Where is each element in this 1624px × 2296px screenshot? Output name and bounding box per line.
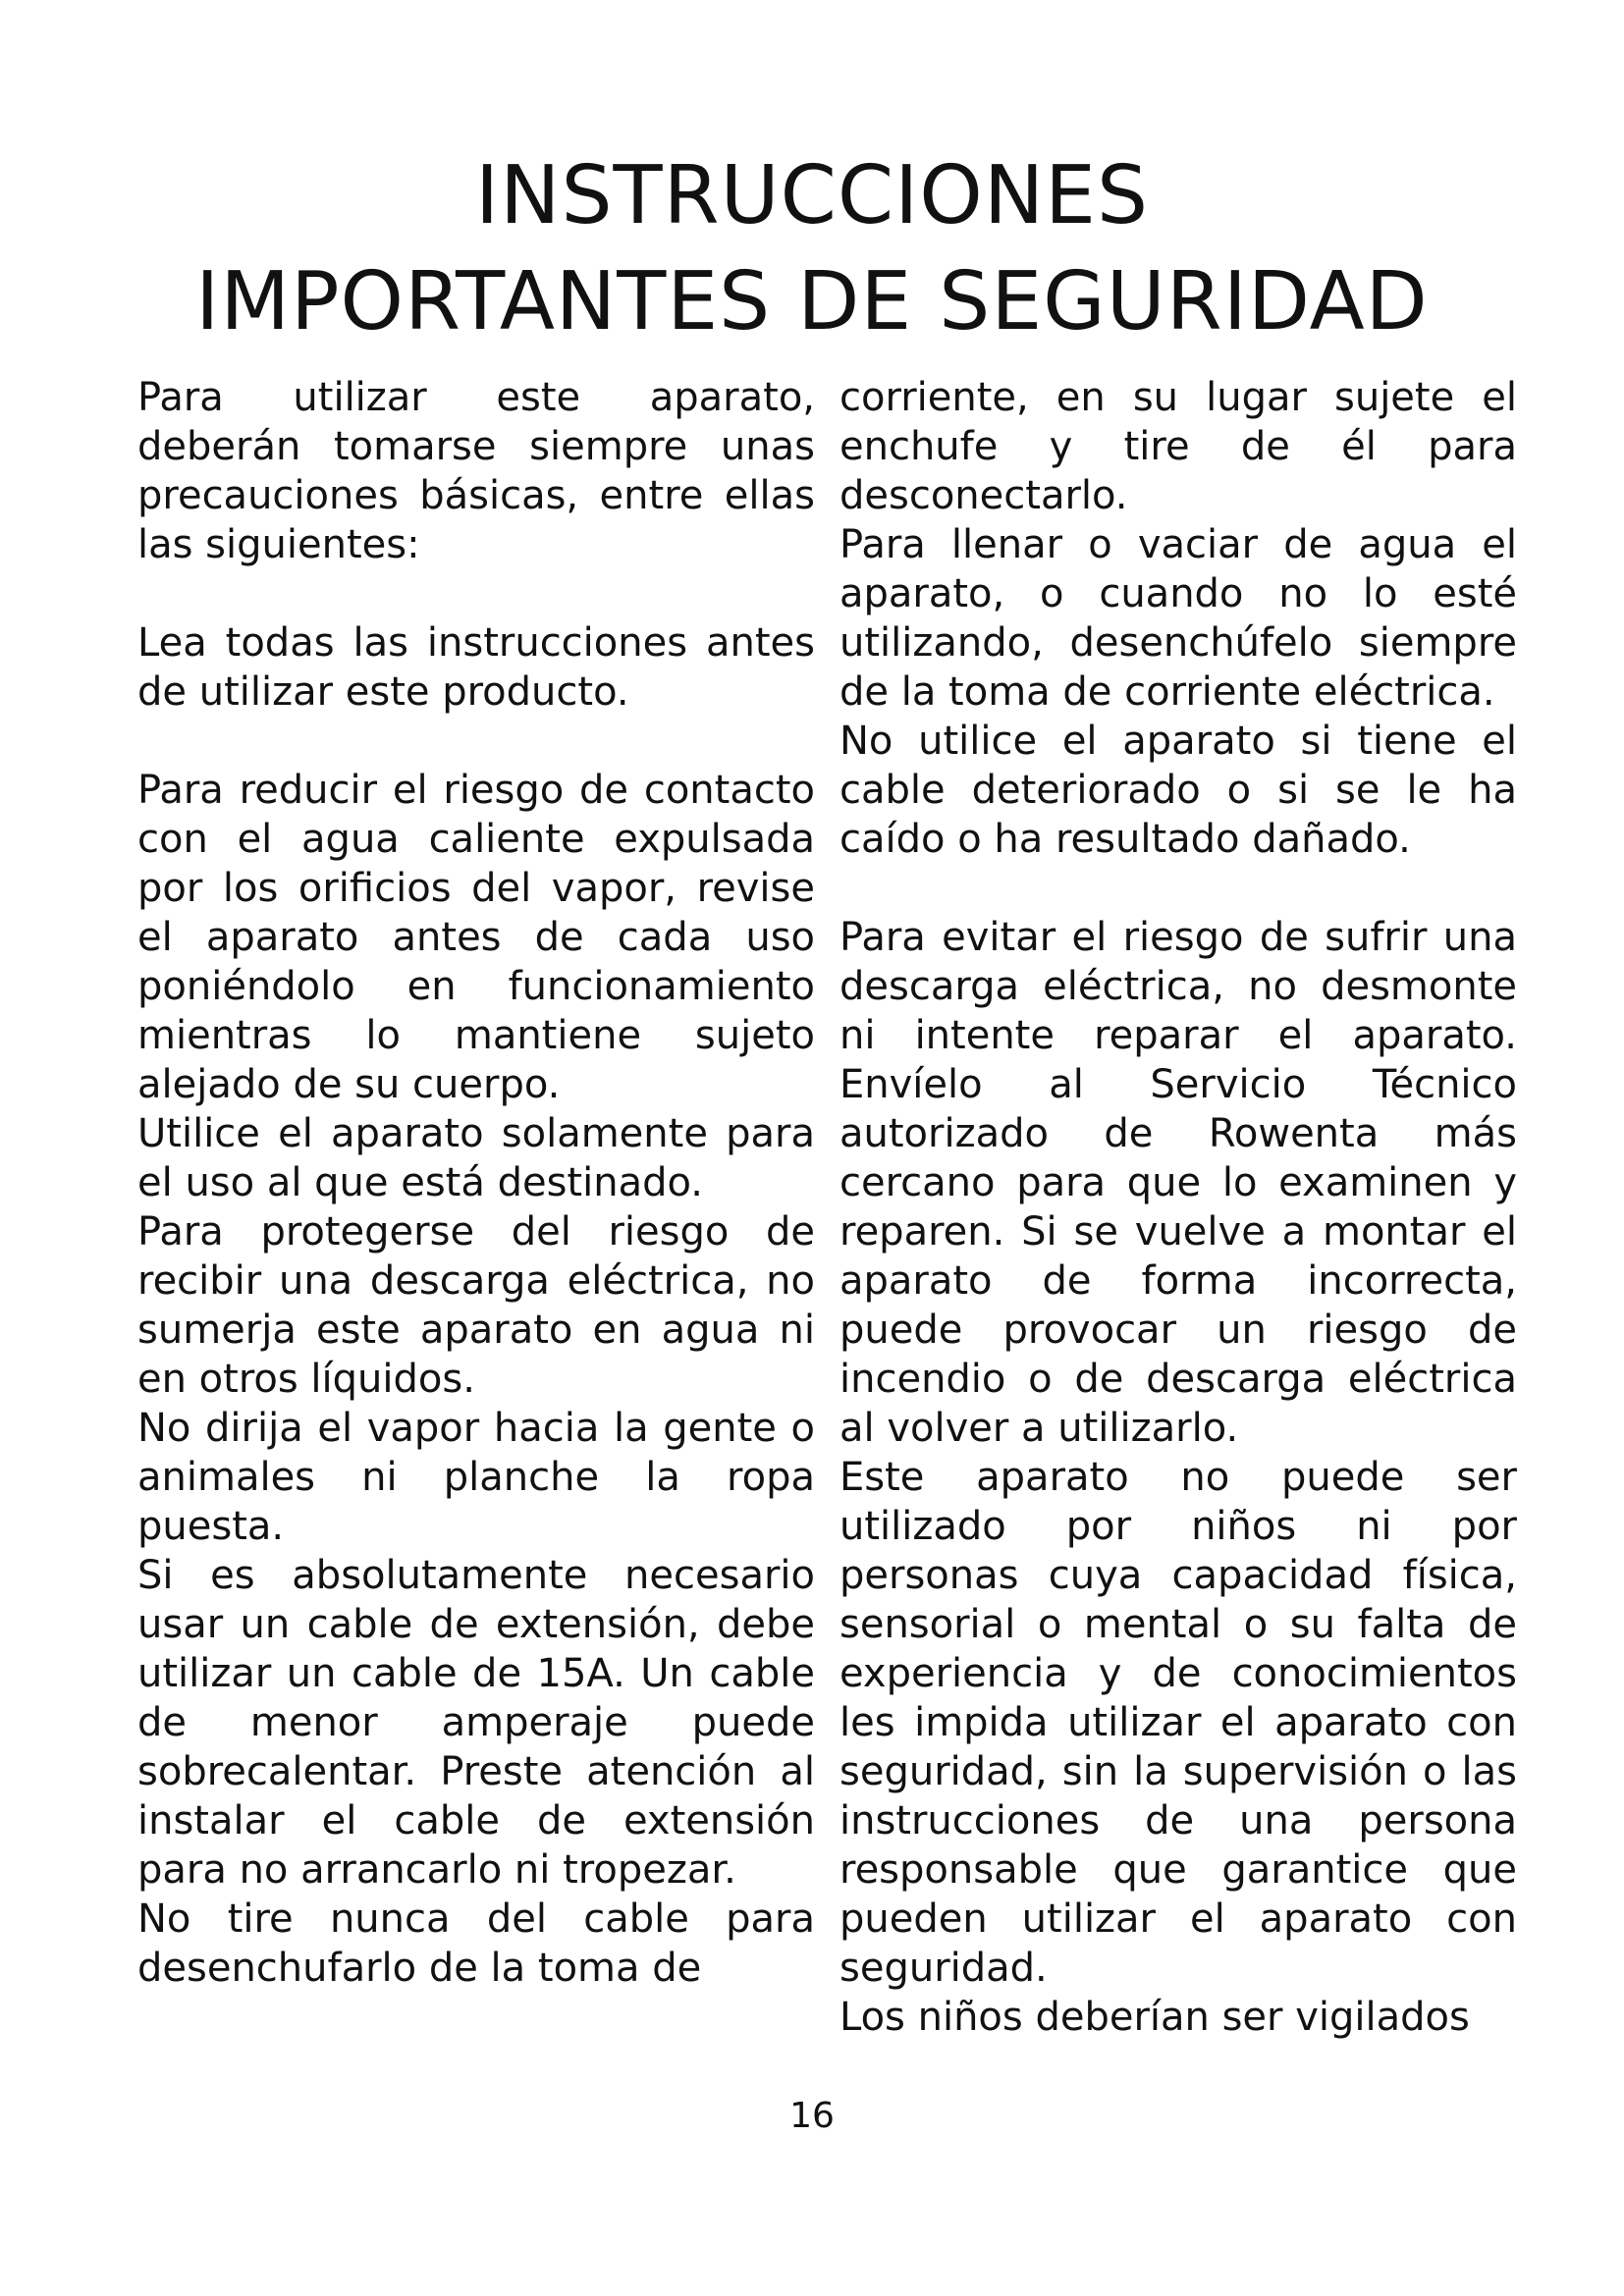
- page-title-line-1: INSTRUCCIONES: [474, 149, 1150, 242]
- no-disassemble-paragraph: Para evitar el riesgo de sufrir una descarga eléctrica, no desmonte ni intente reparar el aparato. Envíelo al Servicio Técnico autorizado de Rowenta más cercano para que lo examinen y reparen. Si se vuelve a montar el aparato de forma incorrecta, puede provocar un riesgo de incendio o de descarga eléctrica al volver a utilizarlo.: [839, 915, 1517, 1451]
- read-instructions-paragraph: Lea todas las instrucciones antes de utilizar este producto.: [137, 620, 815, 715]
- fill-empty-paragraph: Para llenar o vaciar de agua el aparato, o cuando no lo esté utilizando, desenchúfelo siempre de la toma de corriente eléctrica.: [839, 522, 1517, 715]
- paragraph-spacer: [137, 717, 815, 766]
- left-column: [137, 373, 815, 1993]
- no-submerge-paragraph: Para protegerse del riesgo de recibir una descarga eléctrica, no sumerja este aparato en agua ni en otros líquidos.: [137, 1209, 815, 1402]
- page-title-line-2: IMPORTANTES DE SEGURIDAD: [195, 255, 1429, 348]
- intro-paragraph: Para utilizar este aparato, deberán tomarse siempre unas precauciones básicas, entre ellas las siguientes:: [137, 375, 815, 567]
- paragraph-spacer: [839, 864, 1517, 913]
- damaged-cable-paragraph: No utilice el aparato si tiene el cable deteriorado o si se le ha caído o ha resultado dañado.: [839, 719, 1517, 862]
- children-supervision-paragraph: Los niños deberían ser vigilados: [839, 1995, 1470, 2040]
- paragraph-spacer: [137, 569, 815, 618]
- steam-direction-paragraph: No dirija el vapor hacia la gente o animales ni planche la ropa puesta.: [137, 1406, 815, 1549]
- extension-cable-paragraph: Si es absolutamente necesario usar un cable de extensión, debe utilizar un cable de 15A. Un cable de menor amperaje puede sobrecalentar. Preste atención al instalar el cable de extensión para no arrancarlo ni tropezar.: [137, 1553, 815, 1893]
- page-number: 16: [789, 2096, 835, 2136]
- intended-use-paragraph: Utilice el aparato solamente para el uso al que está destinado.: [137, 1111, 815, 1205]
- right-column: [839, 373, 1517, 2042]
- unplug-paragraph-start: No tire nunca del cable para desenchufarlo de la toma de: [137, 1896, 815, 1991]
- children-capacity-paragraph: Este aparato no puede ser utilizado por niños ni por personas cuya capacidad física, sensorial o mental o su falta de experiencia y de conocimientos les impida utilizar el aparato con seguridad, sin la supervisión o las instrucciones de una persona responsable que garantice que pueden utilizar el aparato con seguridad.: [839, 1455, 1517, 1991]
- unplug-paragraph-continued: corriente, en su lugar sujete el enchufe y tire de él para desconectarlo.: [839, 375, 1517, 518]
- hot-water-paragraph: Para reducir el riesgo de contacto con el agua caliente expulsada por los orificios del vapor, revise el aparato antes de cada uso poniéndolo en funcionamiento mientras lo mantiene sujeto alejado de su cuerpo.: [137, 768, 815, 1107]
